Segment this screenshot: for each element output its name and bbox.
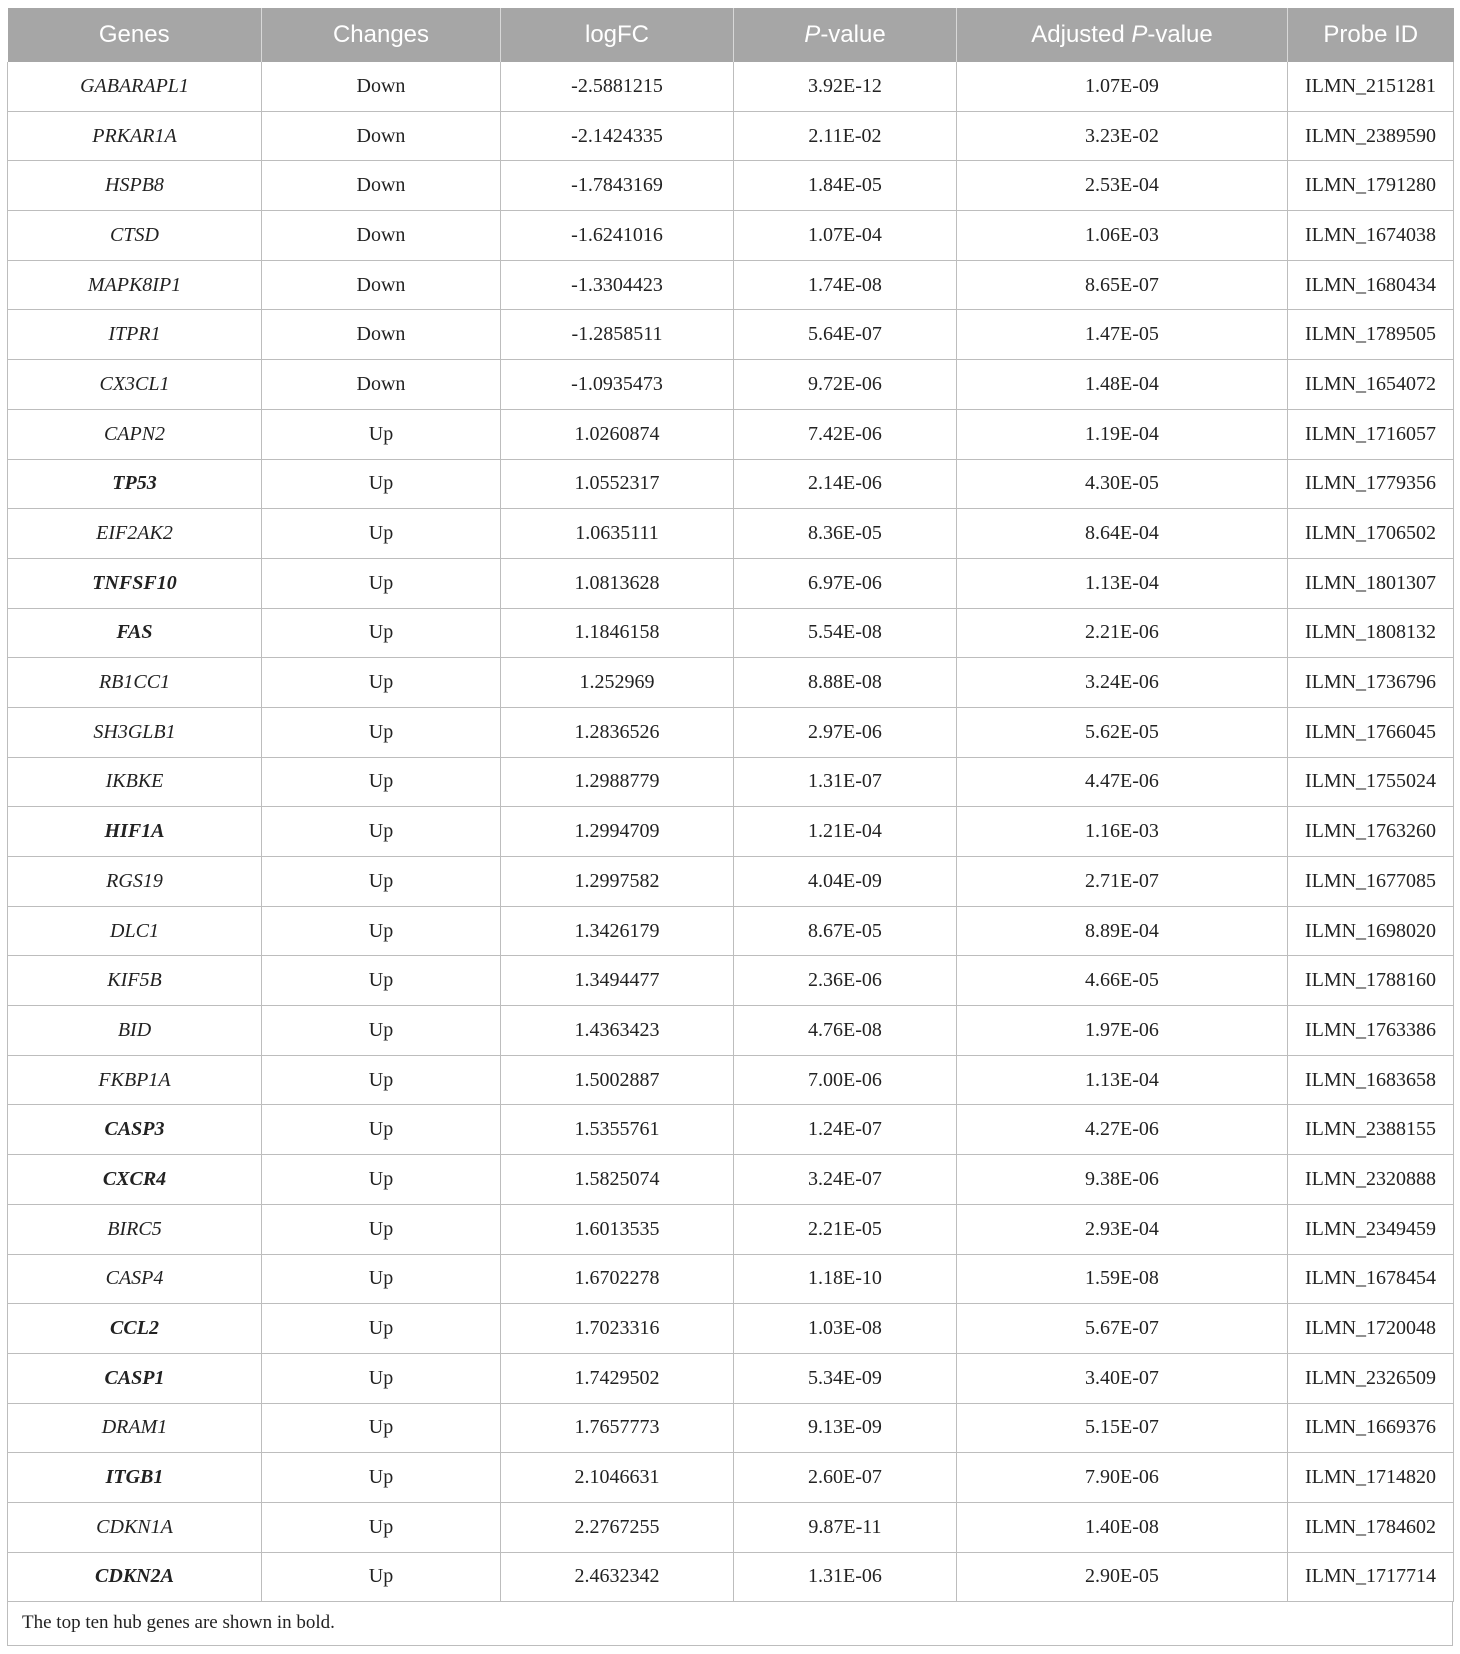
header-adj-italic: P <box>1131 21 1148 48</box>
cell-pvalue: 8.67E-05 <box>734 906 957 956</box>
cell-change: Up <box>262 558 501 608</box>
cell-change: Up <box>262 956 501 1006</box>
table-row <box>8 1353 1454 1403</box>
cell-gene: BIRC5 <box>8 1204 262 1254</box>
table-row <box>8 509 1454 559</box>
cell-logfc: -1.7843169 <box>501 161 734 211</box>
cell-adjusted-pvalue: 8.64E-04 <box>957 509 1288 559</box>
cell-pvalue: 1.21E-04 <box>734 807 957 857</box>
table-row <box>8 211 1454 261</box>
cell-gene: CX3CL1 <box>8 360 262 410</box>
cell-change: Up <box>262 509 501 559</box>
cell-logfc: 1.3494477 <box>501 956 734 1006</box>
cell-probe-id: ILMN_2326509 <box>1288 1353 1454 1403</box>
cell-pvalue: 1.74E-08 <box>734 260 957 310</box>
cell-logfc: 1.5355761 <box>501 1105 734 1155</box>
cell-gene: CDKN2A <box>8 1552 262 1602</box>
cell-change: Up <box>262 1552 501 1602</box>
table-row <box>8 707 1454 757</box>
cell-adjusted-pvalue: 1.19E-04 <box>957 409 1288 459</box>
cell-gene: ITGB1 <box>8 1453 262 1503</box>
table-row <box>8 807 1454 857</box>
cell-probe-id: ILMN_1736796 <box>1288 658 1454 708</box>
cell-adjusted-pvalue: 1.13E-04 <box>957 558 1288 608</box>
table-header <box>8 8 1454 62</box>
cell-probe-id: ILMN_2151281 <box>1288 62 1454 111</box>
header-adjusted-pvalue <box>957 8 1288 62</box>
cell-pvalue: 1.07E-04 <box>734 211 957 261</box>
cell-logfc: 1.252969 <box>501 658 734 708</box>
header-genes: Genes <box>8 8 262 62</box>
cell-logfc: 1.5002887 <box>501 1055 734 1105</box>
header-changes: Changes <box>262 8 501 62</box>
cell-change: Down <box>262 211 501 261</box>
cell-probe-id: ILMN_2388155 <box>1288 1105 1454 1155</box>
table-row <box>8 1502 1454 1552</box>
cell-pvalue: 6.97E-06 <box>734 558 957 608</box>
cell-gene: SH3GLB1 <box>8 707 262 757</box>
cell-adjusted-pvalue: 3.23E-02 <box>957 111 1288 161</box>
table-row <box>8 360 1454 410</box>
cell-pvalue: 2.11E-02 <box>734 111 957 161</box>
cell-adjusted-pvalue: 5.62E-05 <box>957 707 1288 757</box>
cell-pvalue: 9.87E-11 <box>734 1502 957 1552</box>
cell-probe-id: ILMN_1669376 <box>1288 1403 1454 1453</box>
cell-pvalue: 7.00E-06 <box>734 1055 957 1105</box>
gene-table <box>7 8 1454 1602</box>
cell-change: Down <box>262 310 501 360</box>
cell-adjusted-pvalue: 7.90E-06 <box>957 1453 1288 1503</box>
cell-logfc: 1.6013535 <box>501 1204 734 1254</box>
table-row <box>8 310 1454 360</box>
cell-change: Up <box>262 807 501 857</box>
cell-gene: FAS <box>8 608 262 658</box>
cell-gene: KIF5B <box>8 956 262 1006</box>
cell-probe-id: ILMN_1698020 <box>1288 906 1454 956</box>
cell-probe-id: ILMN_1788160 <box>1288 956 1454 1006</box>
table-row <box>8 1304 1454 1354</box>
cell-adjusted-pvalue: 1.97E-06 <box>957 1006 1288 1056</box>
table-row <box>8 161 1454 211</box>
table-row <box>8 757 1454 807</box>
cell-pvalue: 2.36E-06 <box>734 956 957 1006</box>
cell-change: Up <box>262 658 501 708</box>
cell-pvalue: 5.54E-08 <box>734 608 957 658</box>
cell-change: Up <box>262 1353 501 1403</box>
table-row <box>8 1055 1454 1105</box>
cell-probe-id: ILMN_1714820 <box>1288 1453 1454 1503</box>
cell-probe-id: ILMN_1706502 <box>1288 509 1454 559</box>
cell-adjusted-pvalue: 1.47E-05 <box>957 310 1288 360</box>
cell-gene: RGS19 <box>8 857 262 907</box>
cell-adjusted-pvalue: 3.24E-06 <box>957 658 1288 708</box>
table-row <box>8 260 1454 310</box>
cell-pvalue: 1.31E-07 <box>734 757 957 807</box>
cell-probe-id: ILMN_1674038 <box>1288 211 1454 261</box>
cell-change: Up <box>262 1105 501 1155</box>
cell-gene: CASP4 <box>8 1254 262 1304</box>
cell-gene: CDKN1A <box>8 1502 262 1552</box>
cell-adjusted-pvalue: 1.40E-08 <box>957 1502 1288 1552</box>
cell-gene: CCL2 <box>8 1304 262 1354</box>
cell-pvalue: 7.42E-06 <box>734 409 957 459</box>
cell-adjusted-pvalue: 1.59E-08 <box>957 1254 1288 1304</box>
cell-change: Up <box>262 1204 501 1254</box>
cell-logfc: 1.7657773 <box>501 1403 734 1453</box>
table-row <box>8 558 1454 608</box>
cell-adjusted-pvalue: 5.15E-07 <box>957 1403 1288 1453</box>
cell-pvalue: 1.31E-06 <box>734 1552 957 1602</box>
cell-change: Up <box>262 757 501 807</box>
cell-change: Up <box>262 906 501 956</box>
cell-probe-id: ILMN_1784602 <box>1288 1502 1454 1552</box>
cell-change: Up <box>262 857 501 907</box>
table-row <box>8 1204 1454 1254</box>
table-row <box>8 1155 1454 1205</box>
cell-adjusted-pvalue: 1.06E-03 <box>957 211 1288 261</box>
cell-adjusted-pvalue: 1.07E-09 <box>957 62 1288 111</box>
cell-adjusted-pvalue: 3.40E-07 <box>957 1353 1288 1403</box>
cell-probe-id: ILMN_1779356 <box>1288 459 1454 509</box>
cell-adjusted-pvalue: 8.65E-07 <box>957 260 1288 310</box>
cell-logfc: 1.0813628 <box>501 558 734 608</box>
cell-logfc: 1.7023316 <box>501 1304 734 1354</box>
cell-pvalue: 1.18E-10 <box>734 1254 957 1304</box>
cell-adjusted-pvalue: 2.53E-04 <box>957 161 1288 211</box>
cell-logfc: 2.1046631 <box>501 1453 734 1503</box>
table-row <box>8 62 1454 111</box>
cell-logfc: 1.1846158 <box>501 608 734 658</box>
cell-pvalue: 1.03E-08 <box>734 1304 957 1354</box>
table-row <box>8 1552 1454 1602</box>
cell-change: Down <box>262 360 501 410</box>
cell-logfc: -1.2858511 <box>501 310 734 360</box>
cell-probe-id: ILMN_1720048 <box>1288 1304 1454 1354</box>
cell-pvalue: 2.14E-06 <box>734 459 957 509</box>
cell-adjusted-pvalue: 1.13E-04 <box>957 1055 1288 1105</box>
cell-logfc: 1.4363423 <box>501 1006 734 1056</box>
cell-gene: IKBKE <box>8 757 262 807</box>
table-row <box>8 1006 1454 1056</box>
cell-change: Up <box>262 1155 501 1205</box>
header-pvalue-italic: P <box>804 21 821 48</box>
cell-logfc: -2.5881215 <box>501 62 734 111</box>
cell-gene: HIF1A <box>8 807 262 857</box>
cell-probe-id: ILMN_1680434 <box>1288 260 1454 310</box>
cell-adjusted-pvalue: 2.21E-06 <box>957 608 1288 658</box>
cell-change: Up <box>262 1403 501 1453</box>
cell-pvalue: 8.88E-08 <box>734 658 957 708</box>
cell-probe-id: ILMN_1763260 <box>1288 807 1454 857</box>
cell-probe-id: ILMN_1683658 <box>1288 1055 1454 1105</box>
cell-change: Up <box>262 1502 501 1552</box>
cell-logfc: -2.1424335 <box>501 111 734 161</box>
cell-change: Up <box>262 409 501 459</box>
cell-logfc: 2.2767255 <box>501 1502 734 1552</box>
cell-adjusted-pvalue: 5.67E-07 <box>957 1304 1288 1354</box>
cell-probe-id: ILMN_1791280 <box>1288 161 1454 211</box>
cell-gene: CAPN2 <box>8 409 262 459</box>
cell-logfc: 1.3426179 <box>501 906 734 956</box>
cell-probe-id: ILMN_1654072 <box>1288 360 1454 410</box>
cell-adjusted-pvalue: 2.71E-07 <box>957 857 1288 907</box>
cell-gene: RB1CC1 <box>8 658 262 708</box>
cell-change: Down <box>262 161 501 211</box>
cell-probe-id: ILMN_1755024 <box>1288 757 1454 807</box>
header-probe-id: Probe ID <box>1288 8 1454 62</box>
cell-pvalue: 3.92E-12 <box>734 62 957 111</box>
cell-change: Up <box>262 1453 501 1503</box>
cell-pvalue: 2.97E-06 <box>734 707 957 757</box>
cell-logfc: 1.7429502 <box>501 1353 734 1403</box>
cell-adjusted-pvalue: 9.38E-06 <box>957 1155 1288 1205</box>
table-body <box>8 62 1454 1602</box>
cell-pvalue: 9.72E-06 <box>734 360 957 410</box>
cell-probe-id: ILMN_1678454 <box>1288 1254 1454 1304</box>
cell-change: Up <box>262 1006 501 1056</box>
table-row <box>8 111 1454 161</box>
cell-gene: GABARAPL1 <box>8 62 262 111</box>
cell-pvalue: 2.60E-07 <box>734 1453 957 1503</box>
cell-gene: BID <box>8 1006 262 1056</box>
cell-pvalue: 2.21E-05 <box>734 1204 957 1254</box>
cell-adjusted-pvalue: 1.16E-03 <box>957 807 1288 857</box>
cell-probe-id: ILMN_1716057 <box>1288 409 1454 459</box>
header-logfc: logFC <box>501 8 734 62</box>
header-adj-rest: -value <box>1147 21 1213 48</box>
cell-probe-id: ILMN_1766045 <box>1288 707 1454 757</box>
table-footnote: The top ten hub genes are shown in bold. <box>7 1602 1453 1646</box>
cell-probe-id: ILMN_1808132 <box>1288 608 1454 658</box>
cell-gene: TP53 <box>8 459 262 509</box>
cell-pvalue: 5.64E-07 <box>734 310 957 360</box>
cell-logfc: 1.0635111 <box>501 509 734 559</box>
cell-pvalue: 5.34E-09 <box>734 1353 957 1403</box>
cell-logfc: 1.0552317 <box>501 459 734 509</box>
cell-gene: HSPB8 <box>8 161 262 211</box>
cell-pvalue: 3.24E-07 <box>734 1155 957 1205</box>
cell-pvalue: 1.84E-05 <box>734 161 957 211</box>
cell-probe-id: ILMN_1717714 <box>1288 1552 1454 1602</box>
table-row <box>8 658 1454 708</box>
cell-adjusted-pvalue: 1.48E-04 <box>957 360 1288 410</box>
cell-pvalue: 4.76E-08 <box>734 1006 957 1056</box>
cell-gene: FKBP1A <box>8 1055 262 1105</box>
cell-probe-id: ILMN_1789505 <box>1288 310 1454 360</box>
cell-change: Up <box>262 459 501 509</box>
cell-logfc: 2.4632342 <box>501 1552 734 1602</box>
cell-gene: DLC1 <box>8 906 262 956</box>
cell-gene: ITPR1 <box>8 310 262 360</box>
cell-gene: CASP3 <box>8 1105 262 1155</box>
cell-change: Up <box>262 608 501 658</box>
table-row <box>8 459 1454 509</box>
cell-adjusted-pvalue: 2.93E-04 <box>957 1204 1288 1254</box>
cell-logfc: 1.5825074 <box>501 1155 734 1205</box>
cell-logfc: 1.2997582 <box>501 857 734 907</box>
cell-adjusted-pvalue: 4.27E-06 <box>957 1105 1288 1155</box>
cell-probe-id: ILMN_1801307 <box>1288 558 1454 608</box>
cell-change: Down <box>262 111 501 161</box>
table-row <box>8 857 1454 907</box>
cell-pvalue: 1.24E-07 <box>734 1105 957 1155</box>
cell-logfc: 1.0260874 <box>501 409 734 459</box>
cell-change: Up <box>262 1254 501 1304</box>
cell-gene: EIF2AK2 <box>8 509 262 559</box>
table-row <box>8 1453 1454 1503</box>
cell-probe-id: ILMN_2349459 <box>1288 1204 1454 1254</box>
cell-change: Up <box>262 1304 501 1354</box>
cell-logfc: -1.3304423 <box>501 260 734 310</box>
cell-change: Up <box>262 1055 501 1105</box>
cell-logfc: 1.6702278 <box>501 1254 734 1304</box>
table-row <box>8 956 1454 1006</box>
cell-gene: DRAM1 <box>8 1403 262 1453</box>
header-row <box>8 8 1454 62</box>
table-row <box>8 608 1454 658</box>
cell-adjusted-pvalue: 4.30E-05 <box>957 459 1288 509</box>
cell-adjusted-pvalue: 4.66E-05 <box>957 956 1288 1006</box>
table-row <box>8 906 1454 956</box>
cell-gene: CXCR4 <box>8 1155 262 1205</box>
cell-gene: TNFSF10 <box>8 558 262 608</box>
cell-pvalue: 8.36E-05 <box>734 509 957 559</box>
cell-gene: PRKAR1A <box>8 111 262 161</box>
cell-probe-id: ILMN_1763386 <box>1288 1006 1454 1056</box>
cell-logfc: 1.2836526 <box>501 707 734 757</box>
header-adj-prefix: Adjusted <box>1031 21 1132 48</box>
cell-change: Up <box>262 707 501 757</box>
table-row <box>8 409 1454 459</box>
cell-gene: CTSD <box>8 211 262 261</box>
cell-logfc: 1.2994709 <box>501 807 734 857</box>
cell-logfc: -1.0935473 <box>501 360 734 410</box>
cell-gene: MAPK8IP1 <box>8 260 262 310</box>
cell-adjusted-pvalue: 2.90E-05 <box>957 1552 1288 1602</box>
cell-gene: CASP1 <box>8 1353 262 1403</box>
header-pvalue-rest: -value <box>820 21 886 48</box>
cell-adjusted-pvalue: 4.47E-06 <box>957 757 1288 807</box>
cell-probe-id: ILMN_2389590 <box>1288 111 1454 161</box>
cell-pvalue: 9.13E-09 <box>734 1403 957 1453</box>
cell-change: Down <box>262 62 501 111</box>
cell-logfc: 1.2988779 <box>501 757 734 807</box>
cell-logfc: -1.6241016 <box>501 211 734 261</box>
header-pvalue <box>734 8 957 62</box>
gene-table-container <box>7 8 1453 1646</box>
table-row <box>8 1254 1454 1304</box>
cell-pvalue: 4.04E-09 <box>734 857 957 907</box>
cell-probe-id: ILMN_1677085 <box>1288 857 1454 907</box>
cell-change: Down <box>262 260 501 310</box>
cell-probe-id: ILMN_2320888 <box>1288 1155 1454 1205</box>
table-row <box>8 1403 1454 1453</box>
cell-adjusted-pvalue: 8.89E-04 <box>957 906 1288 956</box>
table-row <box>8 1105 1454 1155</box>
